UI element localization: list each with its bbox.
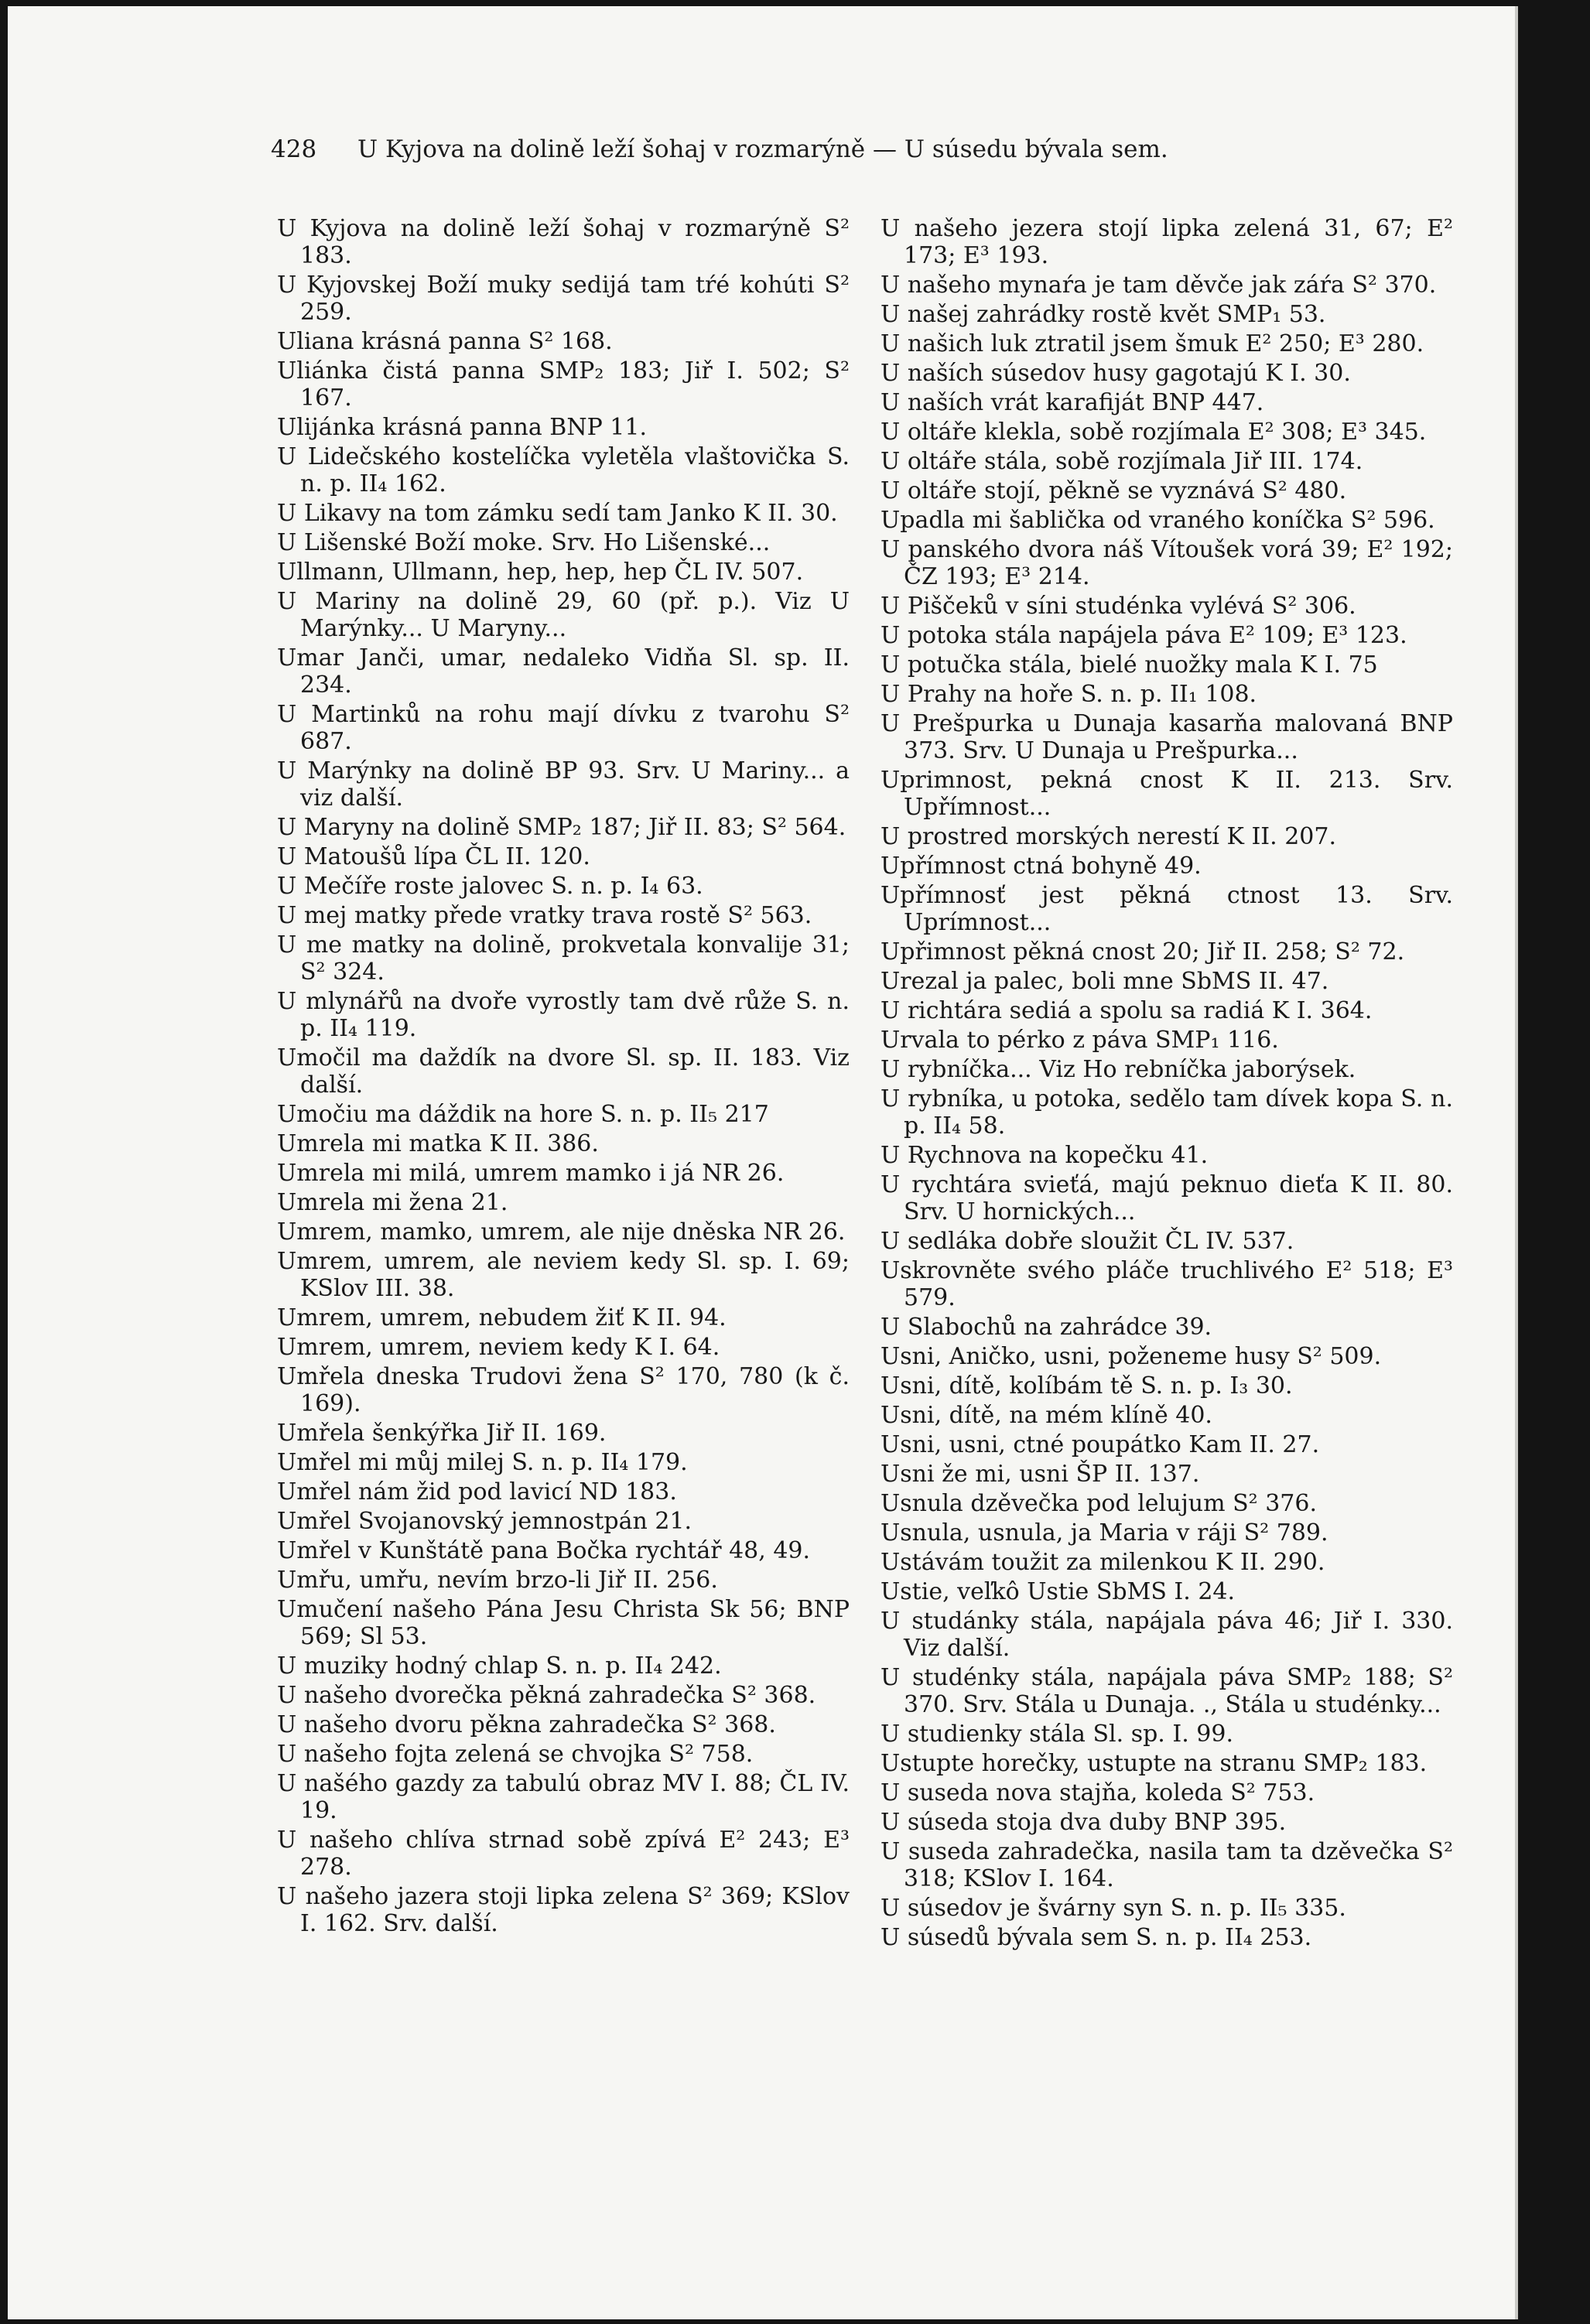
- page-number: 428: [271, 135, 317, 163]
- left-column: [277, 215, 850, 1940]
- index-entry: Ustie, veľkô Ustie SbMS I. 24.: [880, 1578, 1236, 1605]
- index-entry: Umrem, umrem, ale neviem kedy Sl. sp. I. 69; KSlov III. 38.: [277, 1248, 850, 1302]
- index-entry: Ustávám toužit za milenkou K II. 290.: [880, 1549, 1325, 1576]
- index-entry: Usni že mi, usni ŠP II. 137.: [880, 1461, 1200, 1488]
- index-entry: U Marýnky na dolině BP 93. Srv. U Mariny... a viz další.: [277, 757, 850, 812]
- index-entry: U našeho dvorečka pěkná zahradečka S² 368.: [277, 1682, 816, 1709]
- index-entry: U naších vrát karafiját BNP 447.: [880, 389, 1264, 416]
- index-entry: U našich luk ztratil jsem šmuk E² 250; E³ 280.: [880, 330, 1424, 357]
- index-entry: U prostred morských nerestí K II. 207.: [880, 823, 1337, 850]
- index-entry: U našeho jazera stoji lipka zelena S² 369; KSlov I. 162. Srv. další.: [277, 1883, 850, 1937]
- index-entry: U potoka stála napájela páva E² 109; E³ 123.: [880, 622, 1407, 649]
- index-entry: U suseda zahradečka, nasila tam ta dzěvečka S² 318; KSlov I. 164.: [880, 1838, 1453, 1892]
- index-entry: U Lidečského kostelíčka vyletěla vlaštovička S. n. p. II₄ 162.: [277, 443, 850, 497]
- index-entry: U súseda stoja dva duby BNP 395.: [880, 1809, 1287, 1836]
- index-entry: Umrem, umrem, neviem kedy K I. 64.: [277, 1334, 720, 1361]
- index-entry: Urvala to pérko z páva SMP₁ 116.: [880, 1027, 1279, 1054]
- index-entry: U Prahy na hoře S. n. p. II₁ 108.: [880, 681, 1257, 708]
- index-entry: Umrela mi milá, umrem mamko i já NR 26.: [277, 1160, 785, 1187]
- index-entry: U studénky stála, napájala páva SMP₂ 188; S² 370. Srv. Stála u Dunaja. ., Stála u studénky...: [880, 1664, 1453, 1718]
- index-entry: U Piščeků v síni studénka vylévá S² 306.: [880, 593, 1356, 620]
- index-entry: Ustupte horečky, ustupte na stranu SMP₂ 183.: [880, 1750, 1428, 1777]
- index-entry: U Kyjovskej Boží muky sedijá tam tŕé kohúti S² 259.: [277, 272, 850, 326]
- index-entry: U mej matky přede vratky trava rostě S² 563.: [277, 902, 812, 929]
- index-entry: U mlynářů na dvoře vyrostly tam dvě růže S. n. p. II₄ 119.: [277, 988, 850, 1042]
- index-entry: U rybníčka... Viz Ho rebníčka jaborýsek.: [880, 1056, 1356, 1083]
- index-entry: U Slabochů na zahrádce 39.: [880, 1314, 1212, 1341]
- index-entry: U studánky stála, napájala páva 46; Jiř I. 330. Viz další.: [880, 1608, 1453, 1662]
- index-entry: Usni, Aničko, usni, poženeme husy S² 509.: [880, 1343, 1382, 1370]
- index-entry: Upadla mi šablička od vraného koníčka S² 596.: [880, 507, 1435, 534]
- index-entry: U panského dvora náš Vítoušek vorá 39; E² 192; ČZ 193; E³ 214.: [880, 536, 1453, 590]
- index-entry: U rychtára svieťá, majú peknuo dieťa K II. 80. Srv. U hornických...: [880, 1171, 1453, 1225]
- index-entry: U sedláka dobře sloužit ČL IV. 537.: [880, 1228, 1294, 1255]
- index-entry: U Lišenské Boží moke. Srv. Ho Lišenské...: [277, 529, 771, 556]
- index-entry: U Mariny na dolině 29, 60 (př. p.). Viz U Marýnky... U Maryny...: [277, 588, 850, 642]
- index-entry: U Kyjova na dolině leží šohaj v rozmarýně S² 183.: [277, 215, 850, 269]
- index-entry: U Prešpurka u Dunaja kasarňa malovaná BNP 373. Srv. U Dunaja u Prešpurka...: [880, 710, 1453, 764]
- index-entry: U muziky hodný chlap S. n. p. II₄ 242.: [277, 1652, 722, 1680]
- index-entry: U Matoušů lípa ČL II. 120.: [277, 843, 590, 870]
- index-entry: Usni, dítě, na mém klíně 40.: [880, 1402, 1212, 1429]
- index-entry: Upřimnost pěkná cnost 20; Jiř II. 258; S² 72.: [880, 938, 1405, 965]
- index-entry: Uliánka čistá panna SMP₂ 183; Jiř I. 502; S² 167.: [277, 357, 850, 412]
- index-entry: Usni, dítě, kolíbám tě S. n. p. I₃ 30.: [880, 1372, 1293, 1400]
- index-entry: Umočiu ma dáždik na hore S. n. p. II₅ 217: [277, 1101, 769, 1128]
- index-entry: Umřel mi můj milej S. n. p. II₄ 179.: [277, 1449, 688, 1476]
- page-edge: [1515, 6, 1518, 2319]
- index-entry: U studienky stála Sl. sp. I. 99.: [880, 1721, 1234, 1748]
- index-entry: U našého gazdy za tabulú obraz MV I. 88; ČL IV. 19.: [277, 1770, 850, 1824]
- index-entry: U našeho chlíva strnad sobě zpívá E² 243; E³ 278.: [277, 1827, 850, 1881]
- index-entry: U našeho jezera stojí lipka zelená 31, 67; E² 173; E³ 193.: [880, 215, 1453, 269]
- index-entry: Umřela dneska Trudovi žena S² 170, 780 (k č. 169).: [277, 1363, 850, 1417]
- index-entry: Umrem, umrem, nebudem žiť K II. 94.: [277, 1304, 727, 1331]
- index-entry: U potučka stála, bielé nuožky mala K I. 75: [880, 651, 1378, 678]
- index-entry: Umrela mi matka K II. 386.: [277, 1130, 599, 1157]
- running-title: U Kyjova na dolině leží šohaj v rozmarýně — U súsedu bývala sem.: [357, 135, 1168, 163]
- index-entry: U oltáře stojí, pěkně se vyznává S² 480.: [880, 477, 1347, 504]
- index-entry: Umočil ma daždík na dvore Sl. sp. II. 183. Viz další.: [277, 1044, 850, 1099]
- index-entry: Umřu, umřu, nevím brzo-li Jiř II. 256.: [277, 1567, 718, 1594]
- index-entry: U Rychnova na kopečku 41.: [880, 1142, 1209, 1169]
- index-entry: Upřímnost ctná bohyně 49.: [880, 853, 1202, 880]
- index-entry: Usni, usni, ctné poupátko Kam II. 27.: [880, 1431, 1320, 1458]
- index-entry: U našeho fojta zelená se chvojka S² 758.: [277, 1741, 754, 1768]
- index-entry: U našej zahrádky rostě květ SMP₁ 53.: [880, 301, 1326, 328]
- index-entry: U oltáře klekla, sobě rozjímala E² 308; E³ 345.: [880, 419, 1427, 446]
- index-entry: Umrela mi žena 21.: [277, 1189, 508, 1216]
- index-entry: Ulijánka krásná panna BNP 11.: [277, 414, 648, 441]
- running-header: [271, 135, 1323, 163]
- index-entry: Upřímnosť jest pěkná ctnost 13. Srv. Uprímnost...: [880, 882, 1453, 936]
- index-entry: Umar Janči, umar, nedaleko Vidňa Sl. sp. II. 234.: [277, 644, 850, 699]
- index-entry: Ullmann, Ullmann, hep, hep, hep ČL IV. 507.: [277, 559, 804, 586]
- index-entry: U me matky na dolině, prokvetala konvalije 31; S² 324.: [277, 931, 850, 986]
- index-entry: Uskrovněte svého pláče truchlivého E² 518; E³ 579.: [880, 1257, 1453, 1311]
- right-column: [880, 215, 1453, 1953]
- index-entry: Umrem, mamko, umrem, ale nije dněska NR 26.: [277, 1218, 846, 1246]
- index-entry: Umřela šenkýřka Jiř II. 169.: [277, 1420, 607, 1447]
- index-entry: Umučení našeho Pána Jesu Christa Sk 56; BNP 569; Sl 53.: [277, 1596, 850, 1650]
- index-entry: U Likavy na tom zámku sedí tam Janko K II. 30.: [277, 500, 838, 527]
- index-entry: U našeho dvoru pěkna zahradečka S² 368.: [277, 1711, 776, 1738]
- index-entry: U súsedov je švárny syn S. n. p. II₅ 335.: [880, 1895, 1346, 1922]
- index-entry: U súsedů bývala sem S. n. p. II₄ 253.: [880, 1924, 1312, 1951]
- index-entry: U Martinků na rohu mají dívku z tvarohu S² 687.: [277, 701, 850, 755]
- index-entry: Uprimnost, pekná cnost K II. 213. Srv. Upřímnost...: [880, 767, 1453, 821]
- index-entry: U oltáře stála, sobě rozjímala Jiř III. 174.: [880, 448, 1363, 475]
- index-entry: U naších súsedov husy gagotajú K I. 30.: [880, 360, 1351, 387]
- index-entry: Umřel Svojanovský jemnostpán 21.: [277, 1508, 692, 1535]
- index-entry: Uliana krásná panna S² 168.: [277, 328, 613, 355]
- index-entry: Usnula dzěvečka pod lelujum S² 376.: [880, 1490, 1317, 1517]
- index-entry: Umřel nám žid pod lavicí ND 183.: [277, 1478, 677, 1505]
- index-entry: U Maryny na dolině SMP₂ 187; Jiř II. 83; S² 564.: [277, 814, 846, 841]
- index-entry: Usnula, usnula, ja Maria v ráji S² 789.: [880, 1519, 1328, 1546]
- index-entry: Urezal ja palec, boli mne SbMS II. 47.: [880, 968, 1329, 995]
- index-entry: Umřel v Kunštátě pana Bočka rychtář 48, 49.: [277, 1537, 811, 1564]
- index-entry: U richtára sediá a spolu sa radiá K I. 364.: [880, 997, 1373, 1024]
- index-entry: U rybníka, u potoka, sedělo tam dívek kopa S. n. p. II₄ 58.: [880, 1085, 1453, 1140]
- index-entry: U Mečíře roste jalovec S. n. p. I₄ 63.: [277, 873, 703, 900]
- index-entry: U suseda nova stajňa, koleda S² 753.: [880, 1779, 1315, 1806]
- index-entry: U našeho mynaŕa je tam děvče jak záŕa S² 370.: [880, 272, 1437, 299]
